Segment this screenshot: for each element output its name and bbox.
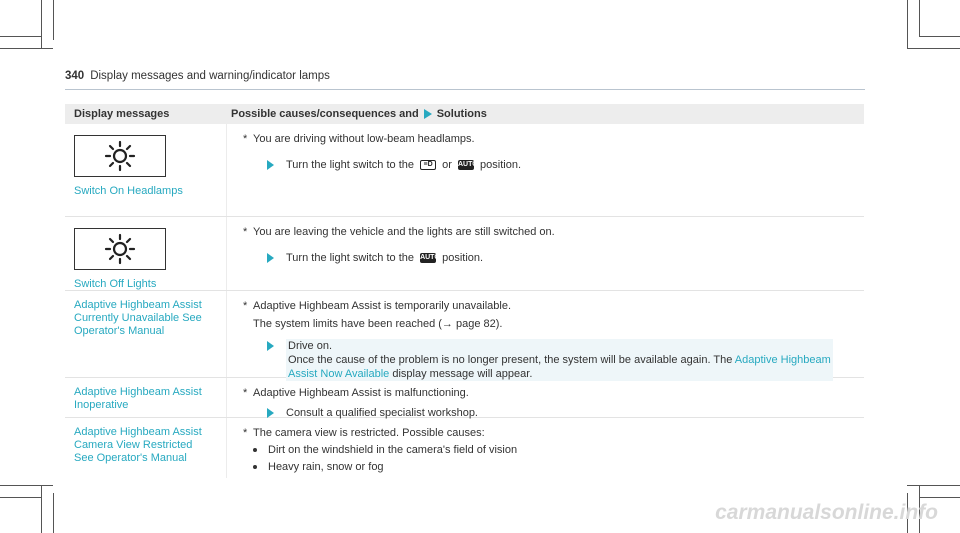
crop-mark: [53, 493, 54, 533]
table-row: [65, 378, 864, 418]
table-row: [65, 217, 864, 291]
arrow-right-icon: [267, 341, 274, 351]
action-text-end: position.: [480, 159, 522, 171]
crop-mark: [919, 497, 960, 498]
action-text: Once the cause of the problem is no longer present, the system will be available again. The: [288, 354, 733, 366]
headlamp-warning-icon: [74, 228, 166, 270]
footnote-star: *: [243, 387, 248, 399]
col-header-causes-text: Possible causes/consequences and: [231, 108, 419, 120]
action-title: Drive on.: [288, 340, 333, 352]
message-line: Inoperative: [74, 399, 129, 411]
arrow-right-icon: [267, 253, 274, 263]
message-label: Switch Off Lights: [74, 278, 157, 290]
action-step: [267, 339, 864, 381]
table-header: [65, 104, 864, 124]
cause-text: You are leaving the vehicle and the lights are still switched on.: [253, 226, 555, 238]
footnote-star: *: [243, 133, 248, 145]
low-beam-symbol-icon: ≡D: [420, 160, 436, 170]
action-text-end: position.: [442, 252, 484, 264]
crop-mark: [0, 497, 41, 498]
arrow-right-icon: [267, 160, 274, 170]
cause-text: The camera view is restricted. Possible causes:: [253, 427, 485, 439]
footnote-star: *: [243, 300, 248, 312]
page-number: 340: [65, 70, 85, 82]
crop-mark: [907, 48, 960, 49]
action-step: [267, 158, 864, 172]
auto-symbol-icon: AUTO: [420, 254, 440, 262]
action-text: Turn the light switch to the: [286, 159, 414, 171]
message-line: Camera View Restricted: [74, 439, 193, 451]
cause-cell: [227, 378, 864, 417]
col-header-causes: [227, 108, 864, 120]
message-line: Operator's Manual: [74, 325, 165, 337]
cause-text: Adaptive Highbeam Assist is malfunctioning.: [253, 387, 469, 399]
bullet-text: Heavy rain, snow or fog: [268, 461, 384, 473]
crop-mark: [53, 0, 54, 40]
crop-mark: [0, 485, 53, 486]
cause-text: You are driving without low-beam headlamps.: [253, 133, 475, 145]
action-text-end: display message will appear.: [392, 368, 533, 380]
action-or: or: [442, 159, 452, 171]
crop-mark: [919, 0, 920, 36]
message-line: Adaptive Highbeam Assist: [74, 426, 202, 438]
message-line: Adaptive Highbeam Assist: [74, 386, 202, 398]
message-cell: [65, 124, 227, 216]
col-header-messages: Display messages: [74, 108, 170, 120]
message-line: See Operator's Manual: [74, 452, 187, 464]
headlamp-warning-icon: [74, 135, 166, 177]
arrow-right-icon: [267, 408, 274, 418]
cause-cell: [227, 418, 864, 478]
bullet-text: Dirt on the windshield in the camera's field of vision: [268, 444, 518, 456]
message-label: [74, 299, 226, 338]
cause-text: Adaptive Highbeam Assist is temporarily unavailable.: [253, 300, 512, 312]
watermark: carmanualsonline.info: [715, 501, 938, 524]
action-highlight: Assist Now Available: [288, 368, 390, 380]
bullet-dot-icon: [253, 448, 257, 452]
action-text: Turn the light switch to the: [286, 252, 414, 264]
header-rule: [65, 89, 865, 90]
page-title: Display messages and warning/indicator lamps: [90, 70, 330, 82]
crop-mark: [919, 36, 960, 37]
crop-mark: [907, 0, 908, 48]
action-step: [267, 251, 864, 265]
arrow-right-icon: [424, 109, 432, 119]
bullet-dot-icon: [253, 465, 257, 469]
action-highlight: Adaptive Highbeam: [734, 354, 831, 366]
message-cell: [65, 217, 227, 290]
message-line: Currently Unavailable See: [74, 312, 202, 324]
message-label: [74, 386, 226, 412]
table-row: [65, 418, 864, 478]
cause-cell: [227, 124, 864, 216]
crop-mark: [41, 0, 42, 48]
cause-cell: [227, 291, 864, 380]
page-header: [65, 70, 330, 82]
message-cell: [65, 378, 227, 417]
crop-mark: [907, 485, 960, 486]
message-line: Adaptive Highbeam Assist: [74, 299, 202, 311]
cause-cell: [227, 217, 864, 290]
action-text: Consult a qualified specialist workshop.: [286, 407, 478, 419]
crop-mark: [0, 48, 53, 49]
cause-text-2: The system limits have been reached (→ page 82).: [253, 318, 503, 330]
crop-mark: [41, 485, 42, 533]
col-header-solutions-text: Solutions: [436, 108, 487, 120]
list-item: [253, 460, 864, 474]
footnote-star: *: [243, 427, 248, 439]
message-cell: [65, 291, 227, 377]
message-cell: [65, 418, 227, 478]
message-label: [74, 426, 226, 465]
messages-table: [65, 104, 864, 478]
auto-symbol-icon: AUTO: [457, 161, 478, 169]
footnote-star: *: [243, 226, 248, 238]
table-row: [65, 291, 864, 378]
list-item: [253, 443, 864, 457]
crop-mark: [0, 36, 41, 37]
table-row: [65, 124, 864, 217]
message-label: Switch On Headlamps: [74, 185, 183, 197]
